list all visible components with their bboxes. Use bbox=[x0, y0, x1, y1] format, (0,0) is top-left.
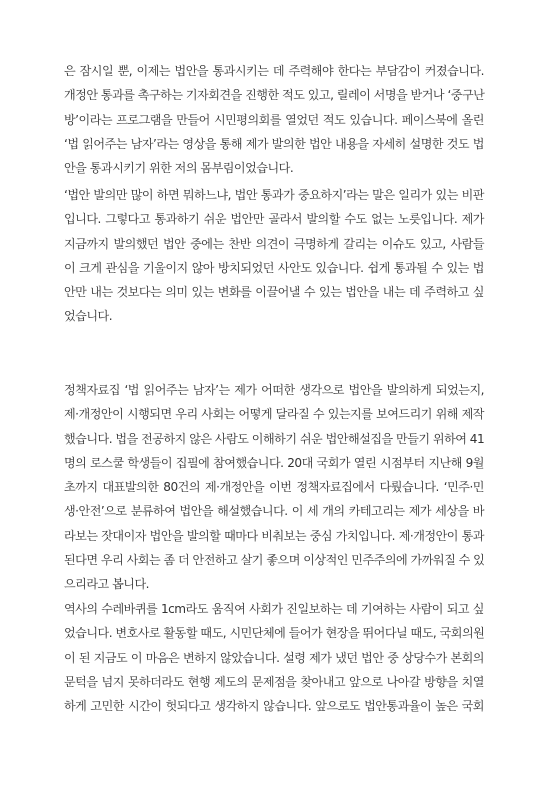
paragraph-line: 역사의 수레바퀴를 1cm라도 움직여 사회가 진일보하는 데 기여하는 사람이 되고 싶 bbox=[64, 602, 484, 616]
paragraph-line: 은 잠시일 뿐, 이제는 법안을 통과시키는 데 주력해야 한다는 부담감이 커졌습니다. bbox=[64, 64, 484, 78]
paragraph-line: ‘법 읽어주는 남자’라는 영상을 통해 제가 발의한 법안 내용을 자세히 설명한 것도 법 bbox=[64, 136, 484, 151]
paragraph-line: 개정안 통과를 촉구하는 기자회견을 진행한 적도 있고, 릴레이 서명을 받거나 ‘중구난 bbox=[64, 88, 485, 103]
paragraph-line: 문턱을 넘지 못하더라도 현행 제도의 문제점을 찾아내고 앞으로 나아갈 방향을 치열 bbox=[64, 674, 484, 689]
paragraph-line: 안만 내는 것보다는 의미 있는 변화를 이끌어낼 수 있는 법안을 내는 데 주력하고 싶 bbox=[64, 285, 484, 300]
paragraph-1 bbox=[64, 59, 484, 180]
paragraph-line: 이 된 지금도 이 마음은 변하지 않았습니다. 설령 제가 냈던 법안 중 상당수가 본회의 bbox=[64, 650, 484, 665]
paragraph-line: 생·안전’으로 분류하여 법안을 해설했습니다. 이 세 개의 카테고리는 제가 세상을 바 bbox=[64, 504, 484, 519]
paragraph-line: 이 크게 관심을 기울이지 않아 방치되었던 사안도 있습니다. 쉽게 통과될 수 있는 법 bbox=[64, 260, 484, 275]
paragraph-line: 초까지 대표발의한 80건의 제·개정안을 이번 정책자료집에서 다뤘습니다. ‘민주·민 bbox=[64, 480, 484, 495]
paragraph-line: 지금까지 발의했던 법안 중에는 찬반 의견이 극명하게 갈리는 이슈도 있고, 사람들 bbox=[64, 236, 484, 251]
paragraph-3 bbox=[64, 378, 484, 597]
paragraph-line: 하게 고민한 시간이 헛되다고 생각하지 않습니다. 앞으로도 법안통과율이 높은 국회 bbox=[64, 699, 484, 714]
paragraph-line: 명의 로스쿨 학생들이 집필에 참여했습니다. 20대 국회가 열린 시점부터 지난해 9월 bbox=[64, 455, 484, 470]
paragraph-line: 으리라고 봅니다. bbox=[64, 577, 149, 592]
paragraph-2 bbox=[64, 183, 484, 329]
paragraph-line: 제·개정안이 시행되면 우리 사회는 어떻게 달라질 수 있는지를 보여드리기 위해 제작 bbox=[64, 407, 484, 422]
paragraph-line: 었습니다. bbox=[64, 309, 113, 324]
paragraph-line: 했습니다. 법을 전공하지 않은 사람도 이해하기 쉬운 법안해설집을 만들기 위하여 41 bbox=[64, 431, 485, 446]
paragraph-line: 된다면 우리 사회는 좀 더 안전하고 살기 좋으며 이상적인 민주주의에 가까워질 수 있 bbox=[64, 553, 485, 568]
paragraph-line: 입니다. 그렇다고 통과하기 쉬운 법안만 골라서 발의할 수도 없는 노릇입니다. 제가 bbox=[64, 212, 484, 227]
paragraph-4 bbox=[64, 597, 484, 718]
paragraph-line: 정책자료집 ‘법 읽어주는 남자’는 제가 어떠한 생각으로 법안을 발의하게 되었는지, bbox=[64, 383, 484, 397]
paragraph-line: 라보는 잣대이자 법안을 발의할 때마다 비춰보는 중심 가치입니다. 제·개정안이 통과 bbox=[64, 528, 484, 543]
paragraph-line: 안을 통과시키기 위한 저의 몸부림이었습니다. bbox=[64, 161, 294, 176]
paragraph-line: 방’이라는 프로그램을 만들어 시민평의회를 열었던 적도 있습니다. 페이스북에 올린 bbox=[64, 112, 484, 127]
paragraph-line: ‘법안 발의만 많이 하면 뭐하느냐, 법안 통과가 중요하지’라는 말은 일리가 있는 비판 bbox=[64, 188, 484, 202]
paragraph-line: 었습니다. 변호사로 활동할 때도, 시민단체에 들어가 현장을 뛰어다닐 때도, 국회의원 bbox=[64, 626, 485, 641]
